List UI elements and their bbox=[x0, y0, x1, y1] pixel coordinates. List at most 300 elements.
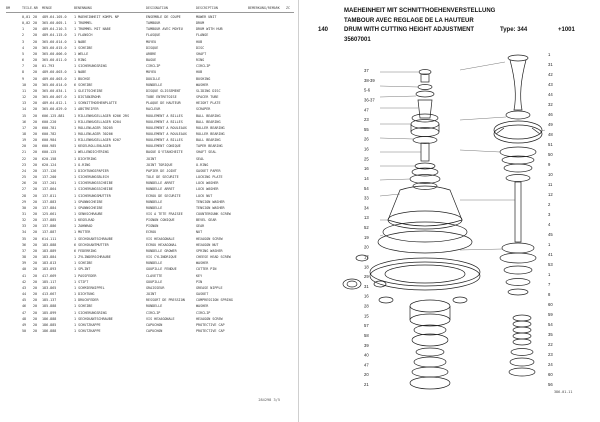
cell-fr: PIGNON bbox=[146, 224, 159, 229]
cell-fr: PAPIER DE JOINT bbox=[146, 168, 177, 173]
callout-number: 1 bbox=[548, 242, 551, 247]
cell-en: WASHER bbox=[196, 82, 209, 87]
callout-number: 54 bbox=[364, 185, 369, 191]
cell-en: WASHER bbox=[196, 304, 209, 309]
title-line: DRUM WITH CUTTING HEIGHT ADJUSTMENT bbox=[344, 27, 475, 33]
cell-en: COMPRESSION SPRING bbox=[196, 298, 233, 303]
cell-pos: 34 bbox=[22, 230, 27, 235]
cell-de: 1 MUTTER bbox=[74, 230, 91, 235]
cell-art: 489.60.003.0 bbox=[42, 70, 67, 75]
cell-pos: 5 bbox=[22, 51, 25, 56]
cell-art: 600.782 bbox=[42, 131, 57, 136]
cell-de: 1 DRUCKFEDER bbox=[74, 298, 99, 303]
cell-en: NUT bbox=[196, 230, 203, 235]
cell-qty: 20 bbox=[33, 236, 38, 241]
page-number: 140 bbox=[318, 27, 329, 33]
cell-pos: 24 bbox=[22, 168, 27, 173]
cell-qty: 20 bbox=[33, 267, 38, 272]
serial-label: +1001 bbox=[558, 27, 575, 33]
cell-art: 365.60.005.1 bbox=[42, 21, 67, 26]
cell-qty: 20 bbox=[33, 242, 38, 247]
cell-pos: 23 bbox=[22, 162, 27, 167]
cell-qty: 20 bbox=[33, 51, 38, 56]
cell-de: 1 DICHTRING bbox=[74, 156, 97, 161]
cell-en: LOCK WASHER bbox=[196, 181, 219, 186]
cell-de: 1 MAEHEINHEIT KOMPL NP bbox=[74, 15, 119, 19]
cell-en: HEXAGON SCREW bbox=[196, 236, 223, 241]
cell-art: 600.220 bbox=[42, 119, 57, 124]
cell-pos: 4 bbox=[22, 45, 25, 50]
cell-fr: ROULEMENT A ROULEAUX bbox=[146, 125, 187, 130]
cell-en: LOCK WASHER bbox=[196, 187, 219, 192]
cell-de: 1 SCHEIBE bbox=[74, 261, 93, 266]
cell-de: 6 SCHEIBE bbox=[74, 82, 93, 87]
cell-qty: 20 bbox=[33, 33, 38, 38]
cell-qty: 20 bbox=[33, 107, 38, 112]
cell-art: 185.137 bbox=[42, 298, 57, 303]
cell-qty: 20 bbox=[33, 218, 38, 223]
cell-pos: 38 bbox=[22, 255, 27, 260]
cell-de: 1 SICHERUNGSSCHEIBE bbox=[74, 187, 113, 192]
cell-pos: 0,02 bbox=[22, 21, 31, 26]
callout-number: 55 bbox=[364, 126, 369, 132]
cell-qty: 20 bbox=[33, 101, 38, 106]
cell-art: 183.865 bbox=[42, 285, 57, 290]
cell-en: DRUM WITH HUB bbox=[196, 27, 223, 32]
cell-art: 137.886 bbox=[42, 224, 57, 229]
cell-en: DRUM bbox=[196, 21, 205, 26]
cell-en: TENSION WASHER bbox=[196, 199, 225, 204]
cell-en: ROLLER BEARING bbox=[196, 131, 225, 136]
cell-art: 185.899 bbox=[42, 310, 57, 315]
cell-art: 606.125.881 bbox=[42, 113, 65, 118]
cell-pos: 3 bbox=[22, 39, 25, 44]
cell-en: CHEESE HEAD SCREW bbox=[196, 255, 231, 260]
cell-pos: 0,01 bbox=[22, 15, 31, 19]
cell-de: 1 SICHERUNGSBLECH bbox=[74, 175, 109, 180]
cell-en: HEXAGON SCREW bbox=[196, 316, 223, 321]
cell-en: LOCKING PLATE bbox=[196, 175, 223, 180]
cell-qty: 20 bbox=[33, 279, 38, 284]
cell-fr: TAMBOUR bbox=[146, 21, 161, 26]
cell-pos: 35 bbox=[22, 236, 27, 241]
cell-qty: 20 bbox=[33, 76, 38, 81]
callout-number: 42 bbox=[548, 72, 553, 77]
cell-qty: 20 bbox=[33, 224, 38, 229]
cell-de: 1 O-RING bbox=[74, 162, 91, 167]
callout-number: 7 bbox=[548, 282, 551, 287]
cell-fr: ECROU DE SECURITE bbox=[146, 193, 181, 198]
cell-art: 183.888 bbox=[42, 242, 57, 247]
cell-en: RING bbox=[196, 58, 205, 63]
callout-number: 38-39 bbox=[364, 77, 375, 83]
cell-qty: 20 bbox=[33, 144, 38, 149]
cell-pos: 41 bbox=[22, 273, 27, 278]
title-line: TAMBOUR AVEC REGLAGE DE LA HAUTEUR bbox=[344, 17, 474, 24]
cell-art: 185.888 bbox=[42, 304, 57, 309]
callout-number: 54 bbox=[548, 322, 553, 327]
callout-number: 53 bbox=[548, 262, 553, 267]
callout-number: 29 bbox=[364, 274, 369, 280]
callout-number: 34 bbox=[364, 205, 369, 211]
cell-qty: 20 bbox=[33, 322, 38, 327]
callout-number: 46 bbox=[548, 112, 553, 117]
cell-art: 365.60.007.0 bbox=[42, 95, 67, 100]
callout-number: 58 bbox=[364, 332, 369, 338]
cell-fr: ROULEMENT A ROULEAUX bbox=[146, 131, 187, 136]
cell-art: 137.864 bbox=[42, 187, 57, 192]
cell-en: BALL BEARING bbox=[196, 119, 221, 124]
cell-qty: 20 bbox=[33, 82, 38, 87]
cell-art: 186.885 bbox=[42, 322, 57, 327]
callout-number: 18 bbox=[364, 264, 369, 270]
cell-pos: 27 bbox=[22, 187, 27, 192]
callout-number: 13 bbox=[364, 215, 369, 221]
cell-art: 600.984 bbox=[42, 138, 57, 143]
cell-art: 365.60.034.1 bbox=[42, 88, 67, 93]
exploded-view-drawing bbox=[300, 0, 600, 422]
cell-en: MOWER UNIT bbox=[196, 15, 217, 19]
cell-art: 365.60.014.0 bbox=[42, 82, 67, 87]
callout-number: 28 bbox=[364, 303, 369, 309]
cell-de: 1 SCHEIBE bbox=[74, 45, 93, 50]
cell-pos: 40 bbox=[22, 267, 27, 272]
cell-fr: JOINT bbox=[146, 292, 157, 297]
cell-art: 186.888 bbox=[42, 316, 57, 321]
cell-pos: 6 bbox=[22, 58, 25, 63]
callout-number: 22 bbox=[548, 342, 553, 347]
cell-de: 1 SCHEIBE bbox=[74, 304, 93, 309]
housing-cone bbox=[378, 186, 472, 253]
cell-fr: MOYEU bbox=[146, 39, 157, 44]
cell-fr: RONDELLE bbox=[146, 304, 163, 309]
cell-qty: 20 bbox=[33, 328, 38, 333]
callout-number: 5-6 bbox=[364, 87, 371, 93]
callout-number: 57 bbox=[364, 323, 369, 329]
callout-number: 52 bbox=[364, 225, 369, 230]
cell-de: 1 TROMMEL MIT NABE bbox=[74, 27, 111, 32]
callout-number: 10 bbox=[548, 172, 553, 177]
cell-de: 1 GLEITSCHEIBE bbox=[74, 88, 103, 93]
cell-de: 1 SICHERUNGSRING bbox=[74, 310, 107, 315]
cell-pos: 20 bbox=[22, 144, 27, 149]
cell-en: HUB bbox=[196, 39, 203, 44]
callout-number: 12 bbox=[548, 192, 553, 197]
cell-pos: 2 bbox=[22, 33, 25, 38]
cell-fr: CAPUCHON bbox=[146, 328, 163, 333]
cell-en: FLANGE bbox=[196, 33, 209, 38]
cell-art: 365.60.014.0 bbox=[42, 39, 67, 44]
cell-de: 1 ABSTREIFER bbox=[74, 107, 99, 112]
cell-de: 1 BUCHSE bbox=[74, 76, 91, 81]
callout-number: 47 bbox=[364, 362, 369, 368]
cell-qty: 20 bbox=[33, 113, 38, 118]
cell-pos: 13 bbox=[22, 101, 27, 106]
cell-qty: 20 bbox=[33, 248, 38, 253]
cell-en: BEVEL GEAR bbox=[196, 218, 217, 223]
cell-de: 1 ROLLENLAGER 30205 bbox=[74, 125, 113, 130]
cell-pos: 46 bbox=[22, 304, 27, 309]
cell-de: 1 NABE bbox=[74, 70, 87, 75]
cell-fr: RONDELLE ARRET bbox=[146, 187, 175, 192]
cell-qty: 20 bbox=[33, 131, 38, 136]
cell-qty: 20 bbox=[33, 27, 38, 32]
cell-pos: 45 bbox=[22, 298, 27, 303]
cell-qty: 20 bbox=[33, 298, 38, 303]
cell-art: 137.201 bbox=[42, 181, 57, 186]
cell-qty: 20 bbox=[33, 39, 38, 44]
cell-qty: 20 bbox=[33, 156, 38, 161]
cell-art: 489.64.105.0 bbox=[42, 15, 67, 19]
cell-art: 413.667 bbox=[42, 292, 57, 297]
cell-pos: 14 bbox=[22, 107, 27, 112]
drum-disc bbox=[370, 258, 480, 290]
drawing-page bbox=[300, 0, 600, 422]
cell-art: 183.813 bbox=[42, 261, 57, 266]
cell-fr: ROULEMENT A BILLES bbox=[146, 119, 183, 124]
cell-qty: 20 bbox=[33, 168, 38, 173]
cell-en: LOCK NUT bbox=[196, 193, 213, 198]
cell-fr: RONDELLE bbox=[146, 199, 163, 204]
cell-fr: RACLEUR bbox=[146, 107, 161, 112]
cell-en: GEAR bbox=[196, 224, 205, 229]
cell-en: PROTECTIVE CAP bbox=[196, 328, 225, 333]
cell-art: 600.781 bbox=[42, 125, 57, 130]
cell-fr: PIGNON CONIQUE bbox=[146, 218, 175, 223]
callout-number: 32 bbox=[548, 102, 553, 107]
cell-fr: GRAISSEUR bbox=[146, 285, 165, 290]
page-code: 284298 3/5 bbox=[258, 398, 280, 402]
cell-qty: 20 bbox=[33, 205, 38, 210]
cell-fr: ROULEMENT A BILLES bbox=[146, 138, 183, 143]
callout-number: 4 bbox=[548, 222, 551, 227]
cell-art: 365.60.015.0 bbox=[42, 45, 67, 50]
cell-pos: 22 bbox=[22, 156, 27, 161]
cell-pos: 32 bbox=[22, 218, 27, 223]
callout-number: 19 bbox=[364, 234, 369, 240]
header-col: DESIGNATION bbox=[146, 6, 168, 10]
cell-de: 1 KEGELRAD bbox=[74, 218, 95, 223]
cell-de: 1 RILLENKUGELLAGER 6207 bbox=[74, 138, 121, 143]
cell-fr: ARBRE bbox=[146, 51, 157, 56]
cell-qty: 20 bbox=[33, 45, 38, 50]
callout-number: 2 bbox=[548, 202, 551, 207]
cell-pos: 17 bbox=[22, 125, 27, 130]
callout-number: 9 bbox=[548, 162, 551, 167]
cell-qty: 20 bbox=[33, 292, 38, 297]
drawing-code: 386-01-11 bbox=[554, 390, 573, 394]
cell-qty: 20 bbox=[33, 187, 38, 192]
cell-de: 1 RILLENKUGELLAGER 6204 bbox=[74, 119, 121, 124]
header-col: BEMERKUNG/REMARK bbox=[248, 6, 280, 10]
cell-de: 1 ZAHNRAD bbox=[74, 224, 93, 229]
cell-en: HEXAGON NUT bbox=[196, 242, 219, 247]
header-col: MENGE bbox=[42, 6, 52, 10]
cell-pos: 30 bbox=[22, 205, 27, 210]
callout-number: 60 bbox=[548, 302, 553, 307]
cell-fr: BAGUE bbox=[146, 58, 157, 63]
callout-number: 31 bbox=[364, 283, 369, 289]
cell-pos: 47 bbox=[22, 310, 27, 315]
cell-pos: 49 bbox=[22, 322, 27, 327]
cell-pos: 42 bbox=[22, 279, 27, 284]
callout-number: 51 bbox=[548, 142, 553, 147]
cell-fr: VIS A TETE FRAISEE bbox=[146, 212, 183, 216]
cell-art: 01.793 bbox=[42, 64, 55, 69]
cell-qty: 20 bbox=[33, 138, 38, 143]
cell-en: BALL BEARING bbox=[196, 113, 221, 118]
cell-art: 125.661 bbox=[42, 212, 57, 216]
cell-en: COUNTERSUNK SCREW bbox=[196, 212, 231, 216]
cell-fr: CAPUCHON bbox=[146, 322, 163, 327]
cell-qty: 20 bbox=[33, 88, 38, 93]
cell-qty: 20 bbox=[33, 58, 38, 63]
cell-pos: 25 bbox=[22, 175, 27, 180]
callout-number: 23 bbox=[548, 352, 553, 357]
callout-number: 25 bbox=[364, 156, 369, 162]
cell-en: PROTECTIVE CAP bbox=[196, 322, 225, 327]
cell-pos: 9 bbox=[22, 76, 25, 81]
cell-qty: 20 bbox=[33, 15, 38, 19]
cell-de: 1 ROLLENLAGER 30206 bbox=[74, 131, 113, 136]
cell-fr: JOINT TORIQUE bbox=[146, 162, 173, 167]
cell-art: 137.200 bbox=[42, 175, 57, 180]
cell-art: 137.885 bbox=[42, 218, 57, 223]
cell-en: CIRCLIP bbox=[196, 310, 211, 315]
cell-pos: 50 bbox=[22, 328, 27, 333]
cell-en: HEIGHT PLATE bbox=[196, 101, 221, 106]
parts-list-page bbox=[0, 0, 299, 422]
spring-stack bbox=[509, 315, 535, 376]
cell-pos: 37 bbox=[22, 248, 27, 253]
cell-qty: 20 bbox=[33, 125, 38, 130]
callout-number: 45 bbox=[548, 232, 553, 237]
cell-de: 1 RING bbox=[74, 58, 87, 63]
header-col: TEILE-NR bbox=[22, 6, 38, 10]
cell-de: 1 SCHUTZKAPPE bbox=[74, 328, 101, 333]
cell-pos: 1 bbox=[22, 27, 25, 32]
cell-qty: 20 bbox=[33, 316, 38, 321]
cell-en: HUB bbox=[196, 70, 203, 75]
header-col: BENENNUNG bbox=[74, 6, 92, 10]
callout-number: 15 bbox=[364, 313, 369, 319]
cell-fr: ECROU HEXAGONAL bbox=[146, 242, 177, 247]
cell-fr: GOUPILLE bbox=[146, 279, 163, 284]
cell-pos: 15 bbox=[22, 113, 27, 118]
callout-number: 26 bbox=[364, 136, 369, 142]
cell-art: 489.64.115.0 bbox=[42, 33, 67, 38]
callout-number: 11 bbox=[548, 182, 553, 187]
cell-qty: 20 bbox=[33, 193, 38, 198]
cell-art: 614.111 bbox=[42, 236, 57, 241]
cell-fr: VIS HEXAGONALE bbox=[146, 316, 175, 321]
cell-de: 6 SECHSKANTMUTTER bbox=[74, 242, 109, 247]
cell-de: 1 SCHNITTHOEHENPLATTE bbox=[74, 101, 117, 106]
cell-en: COTTER PIN bbox=[196, 267, 217, 272]
type-label: Type: 344 bbox=[500, 27, 528, 33]
cell-art: 600.125 bbox=[42, 150, 57, 155]
cell-pos: 21 bbox=[22, 150, 27, 155]
cell-en: BALL BEARING bbox=[196, 138, 221, 143]
cell-qty: 20 bbox=[33, 70, 38, 75]
cell-art: 183.893 bbox=[42, 267, 57, 272]
cell-fr: CIRCLIP bbox=[146, 310, 161, 315]
cell-de: 1 SPANNSCHEIBE bbox=[74, 205, 103, 210]
callout-number: 44 bbox=[548, 92, 553, 97]
cell-art: 137.884 bbox=[42, 205, 57, 210]
callout-number: 49 bbox=[548, 122, 553, 127]
cell-pos: 39 bbox=[22, 261, 27, 266]
cell-qty: 20 bbox=[33, 175, 38, 180]
cell-fr: TOLE DE SECURITE bbox=[146, 175, 179, 180]
cell-fr: ROULEMENT CONIQUE bbox=[146, 144, 181, 149]
cell-de: 1 SECHSKANTSCHRAUBE bbox=[74, 316, 113, 321]
callout-number: 1 bbox=[548, 272, 551, 277]
cell-pos: 18 bbox=[22, 131, 27, 136]
cell-en: GASKET PAPER bbox=[196, 168, 221, 173]
cell-qty: 20 bbox=[33, 261, 38, 266]
cell-art: 365.60.006.0 bbox=[42, 51, 67, 56]
cell-fr: DOUILLE bbox=[146, 76, 161, 81]
cell-qty: 20 bbox=[33, 150, 38, 155]
cell-art: 183.884 bbox=[42, 255, 57, 260]
cell-art: 489.64.210.3 bbox=[42, 27, 67, 32]
cell-de: 1 RILLENKUGELLAGER 6206 2RS bbox=[74, 113, 130, 118]
cell-pos: 44 bbox=[22, 292, 27, 297]
callout-number: 14 bbox=[364, 175, 369, 181]
cell-de: 1 SECHSKANTSCHRAUBE bbox=[74, 236, 113, 241]
parts-list-header bbox=[6, 5, 294, 13]
cell-en: ROLLER BEARING bbox=[196, 125, 225, 130]
cell-pos: 43 bbox=[22, 285, 27, 290]
cell-fr: VIS CYLINDRIQUE bbox=[146, 255, 177, 260]
cell-pos: 28 bbox=[22, 193, 27, 198]
callout-number: 8 bbox=[548, 292, 551, 297]
right-shaft-assembly bbox=[494, 55, 542, 295]
cell-de: 1 SICHERUNGSSCHEIBE bbox=[74, 181, 113, 186]
title-line: 35607001 bbox=[344, 36, 371, 43]
cell-fr: JOINT bbox=[146, 156, 157, 161]
callout-number: 56 bbox=[548, 382, 553, 387]
cell-en: SPRING WASHER bbox=[196, 248, 223, 253]
callout-number: 39 bbox=[364, 342, 369, 348]
cell-de: 1 SICHERUNGSRING bbox=[74, 64, 107, 69]
cell-de: 1 SPANNSCHEIBE bbox=[74, 199, 103, 204]
cell-pos: 26 bbox=[22, 181, 27, 186]
title-line: MAEHEINHEIT MIT SCHNITTHOEHENVERSTELLUNG bbox=[344, 8, 496, 14]
cell-art: 185.117 bbox=[42, 279, 57, 284]
cell-art: 365.60.011.0 bbox=[42, 58, 67, 63]
cell-art: 137.887 bbox=[42, 230, 57, 235]
cell-qty: 20 bbox=[33, 230, 38, 235]
callout-number: 36-37 bbox=[364, 97, 375, 103]
cell-en: SHAFT bbox=[196, 51, 207, 56]
cell-en: GASKET bbox=[196, 292, 209, 297]
cell-fr: DISQUE GLISSEMENT bbox=[146, 88, 181, 93]
callout-number: 33 bbox=[364, 195, 369, 201]
callout-number: 47 bbox=[364, 107, 369, 113]
callout-number: 50 bbox=[548, 152, 553, 157]
cell-de: 1 SCHUTZKAPPE bbox=[74, 322, 101, 327]
cell-de: 1 SCHMIERNIPPEL bbox=[74, 285, 105, 290]
callout-number: 31 bbox=[548, 62, 553, 67]
table-row bbox=[6, 328, 294, 334]
cell-en: SEAL bbox=[196, 156, 205, 161]
cell-de: 1 KEGELROLLENLAGER bbox=[74, 144, 111, 149]
callout-number: 16 bbox=[364, 166, 369, 172]
cell-fr: ENSEMBLE DE COUPE bbox=[146, 15, 181, 19]
callout-number: 37 bbox=[364, 68, 369, 73]
